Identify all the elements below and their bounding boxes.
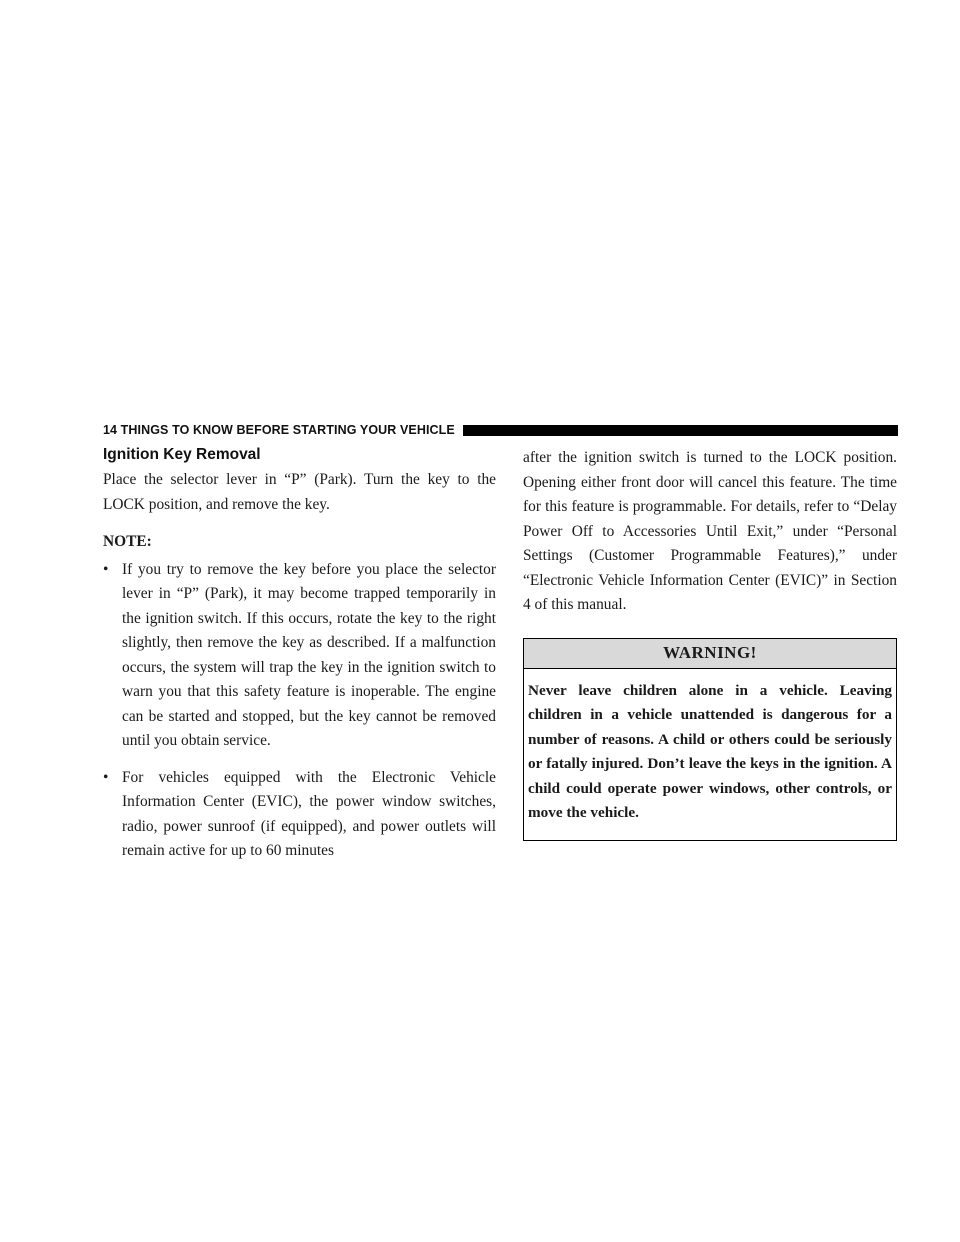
intro-paragraph: Place the selector lever in “P” (Park). Turn the key to the LOCK position, and remove the key. bbox=[103, 471, 496, 513]
right-column bbox=[523, 446, 897, 841]
left-column bbox=[103, 446, 496, 876]
list-item bbox=[103, 558, 496, 754]
bullet-icon: • bbox=[103, 768, 109, 786]
warning-title: WARNING! bbox=[524, 639, 896, 669]
bullet-text: For vehicles equipped with the Electronic Vehicle Information Center (EVIC), the power window switches, radio, power sunroof (if equipped), and power outlets will remain active for up to 60 minutes bbox=[122, 768, 496, 859]
page-header bbox=[103, 420, 898, 440]
section-heading: Ignition Key Removal bbox=[103, 446, 261, 463]
continuation-paragraph: after the ignition switch is turned to the LOCK position. Opening either front door will cancel this feature. The time for this feature is programmable. For details, refer to “Delay Power Off to Accessories Until Exit,” under “Personal Settings (Customer Programmable Features),” under “Electronic Vehicle Information Center (EVIC)” in Section 4 of this manual. bbox=[523, 449, 897, 613]
list-item bbox=[103, 766, 496, 864]
bullet-icon: • bbox=[103, 560, 109, 578]
header-rule-bar bbox=[463, 425, 898, 436]
page-header-text: 14 THINGS TO KNOW BEFORE STARTING YOUR VEHICLE bbox=[103, 423, 455, 437]
warning-box bbox=[523, 638, 897, 841]
bullet-text: If you try to remove the key before you place the selector lever in “P” (Park), it may become trapped temporarily in the ignition switch. If this occurs, rotate the key to the right slightly, then remove the key as described. If a malfunction occurs, the system will trap the key in the ignition switch to warn you that this safety feature is inoperable. The engine can be started and stopped, but the key cannot be removed until you obtain service. bbox=[122, 560, 496, 749]
note-bullet-list bbox=[103, 558, 496, 864]
warning-body: Never leave children alone in a vehicle. Leaving children in a vehicle unattended is dangerous for a number of reasons. A child or others could be seriously or fatally injured. Don’t leave the keys in the ignition. A child could operate power windows, other controls, or move the vehicle. bbox=[528, 681, 892, 821]
note-label: NOTE: bbox=[103, 533, 152, 550]
